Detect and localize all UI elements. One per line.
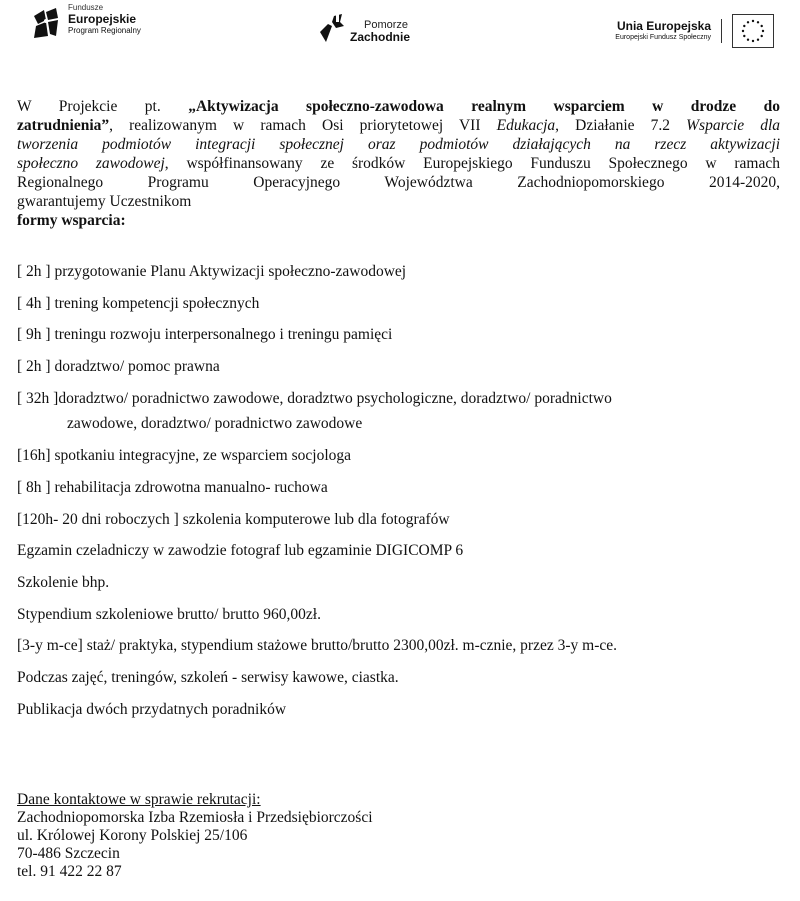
list-item: [ 8h ] rehabilitacja zdrowotna manualno- ruchowa xyxy=(17,478,328,496)
list-item: Szkolenie bhp. xyxy=(17,573,110,591)
unia-europejska-logo xyxy=(615,14,774,48)
list-item: Stypendium szkoleniowe brutto/ brutto 960,00zł. xyxy=(17,605,321,623)
contact-street: ul. Królowej Korony Polskiej 25/106 xyxy=(17,827,248,844)
support-forms-heading: formy wsparcia: xyxy=(17,212,126,229)
eu-flag-icon xyxy=(732,14,774,48)
contact-block xyxy=(17,791,617,881)
contact-org: Zachodniopomorska Izba Rzemiosła i Przedsiębiorczości xyxy=(17,809,373,826)
intro-line-5: Regionalnego Programu Operacyjnego Województwa Zachodniopomorskiego 2014-2020, xyxy=(17,174,780,191)
page-header xyxy=(0,0,800,70)
list-item: [ 2h ] przygotowanie Planu Aktywizacji społeczno-zawodowej xyxy=(17,263,407,280)
ue-logo-sub: Europejski Fundusz Społeczny xyxy=(615,34,711,41)
intro-line-6: gwarantujemy Uczestnikom xyxy=(17,193,192,210)
list-item: Egzamin czeladniczy w zawodzie fotograf lub egzaminie DIGICOMP 6 xyxy=(17,542,464,560)
intro-line-3: tworzenia podmiotów integracji społecznej oraz podmiotów działających na rzecz aktywizacji xyxy=(17,136,780,153)
fe-logo-main: Europejskie xyxy=(68,12,137,26)
contact-city: 70-486 Szczecin xyxy=(17,845,120,862)
fundusze-europejskie-logo xyxy=(32,3,141,40)
pz-logo-top: Pomorze xyxy=(364,19,409,31)
project-intro xyxy=(17,97,780,230)
fe-logo-sub: Program Regionalny xyxy=(68,26,141,35)
list-item: [ 9h ] treningu rozwoju interpersonalnego i treningu pamięci xyxy=(17,326,393,344)
list-item: [120h- 20 dni roboczych ] szkolenia komputerowe lub dla fotografów xyxy=(17,510,450,528)
intro-line-4: społeczno zawodowej, współfinansowany ze środków Europejskiego Funduszu Społecznego w ramach xyxy=(17,155,780,172)
ue-logo-main: Unia Europejska xyxy=(616,19,711,33)
list-item: Publikacja dwóch przydatnych poradników xyxy=(17,700,287,718)
fundusze-europejskie-logo-icon xyxy=(32,6,60,40)
contact-heading: Dane kontaktowe w sprawie rekrutacji: xyxy=(17,791,261,808)
pz-logo-main: Zachodnie xyxy=(350,30,411,44)
contact-phone: tel. 91 422 22 87 xyxy=(17,863,122,880)
list-item: [ 32h ]doradztwo/ poradnictwo zawodowe, doradztwo psychologiczne, doradztwo/ poradnictwo xyxy=(17,389,612,407)
fe-logo-top: Fundusze xyxy=(68,3,104,12)
list-item-continuation: zawodowe, doradztwo/ poradnictwo zawodowe xyxy=(67,415,363,433)
intro-line-2: zatrudnienia”, realizowanym w ramach Osi priorytetowej VII Edukacja, Działanie 7.2 Wsparcie dla xyxy=(17,117,780,134)
list-item: [ 4h ] trening kompetencji społecznych xyxy=(17,294,260,312)
intro-line-1: W Projekcie pt. „Aktywizacja społeczno-zawodowa realnym wsparciem w drodze do xyxy=(17,98,780,115)
list-item: [3-y m-ce] staż/ praktyka, stypendium stażowe brutto/brutto 2300,00zł. m-cznie, przez 3-y m-ce. xyxy=(17,637,617,655)
list-item: Podczas zajęć, treningów, szkoleń - serwisy kawowe, ciastka. xyxy=(17,668,399,686)
list-item: [ 2h ] doradztwo/ pomoc prawna xyxy=(17,358,220,376)
list-item: [16h] spotkaniu integracyjne, ze wsparciem socjologa xyxy=(17,447,351,465)
support-forms-list xyxy=(17,262,787,731)
pomorze-zachodnie-logo xyxy=(316,12,410,46)
griffin-icon xyxy=(316,12,348,46)
